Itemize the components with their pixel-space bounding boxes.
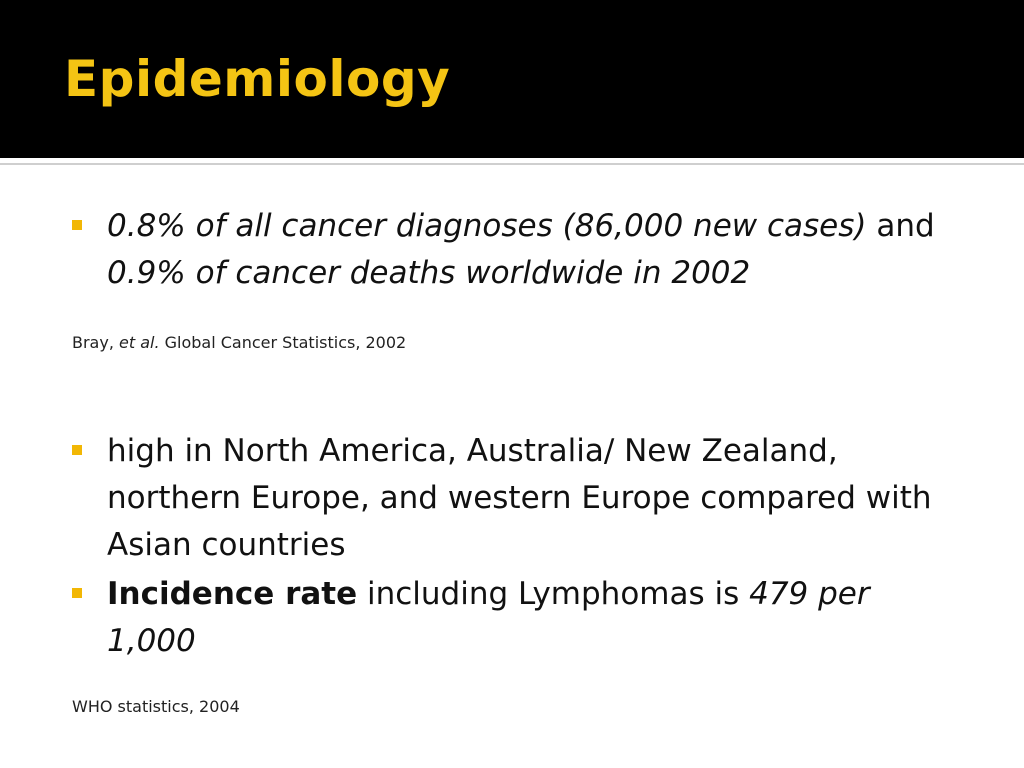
citation-source: Global Cancer Statistics, 2002 — [159, 333, 407, 352]
slide-title: Epidemiology — [64, 50, 451, 108]
title-divider — [0, 163, 1024, 165]
bullet-text-plain: and — [866, 208, 935, 244]
citation — [72, 333, 406, 353]
square-bullet-icon — [72, 588, 82, 598]
bullet-item — [72, 571, 952, 665]
square-bullet-icon — [72, 445, 82, 455]
bullet-item — [72, 203, 952, 297]
bullet-text — [107, 203, 952, 297]
bullet-text-bold: Incidence rate — [107, 576, 358, 612]
title-bar — [0, 0, 1024, 158]
bullet-text: high in North America, Australia/ New Zealand, northern Europe, and western Europe compared with Asian countries — [107, 433, 932, 563]
citation: WHO statistics, 2004 — [72, 697, 240, 716]
bullet-text-italic: 0.9% of cancer deaths worldwide in 2002 — [107, 255, 751, 291]
bullet-text-italic: 0.8% of all cancer diagnoses (86,000 new cases) — [107, 208, 867, 244]
bullet-item — [72, 428, 952, 569]
bullet-text — [107, 571, 952, 665]
square-bullet-icon — [72, 220, 82, 230]
citation-etal: et al. — [119, 333, 160, 352]
bullet-text-italic: 479 per 1,000 — [107, 576, 870, 659]
bullet-text-plain: including Lymphomas is — [357, 576, 750, 612]
citation-author: Bray, — [72, 333, 119, 352]
